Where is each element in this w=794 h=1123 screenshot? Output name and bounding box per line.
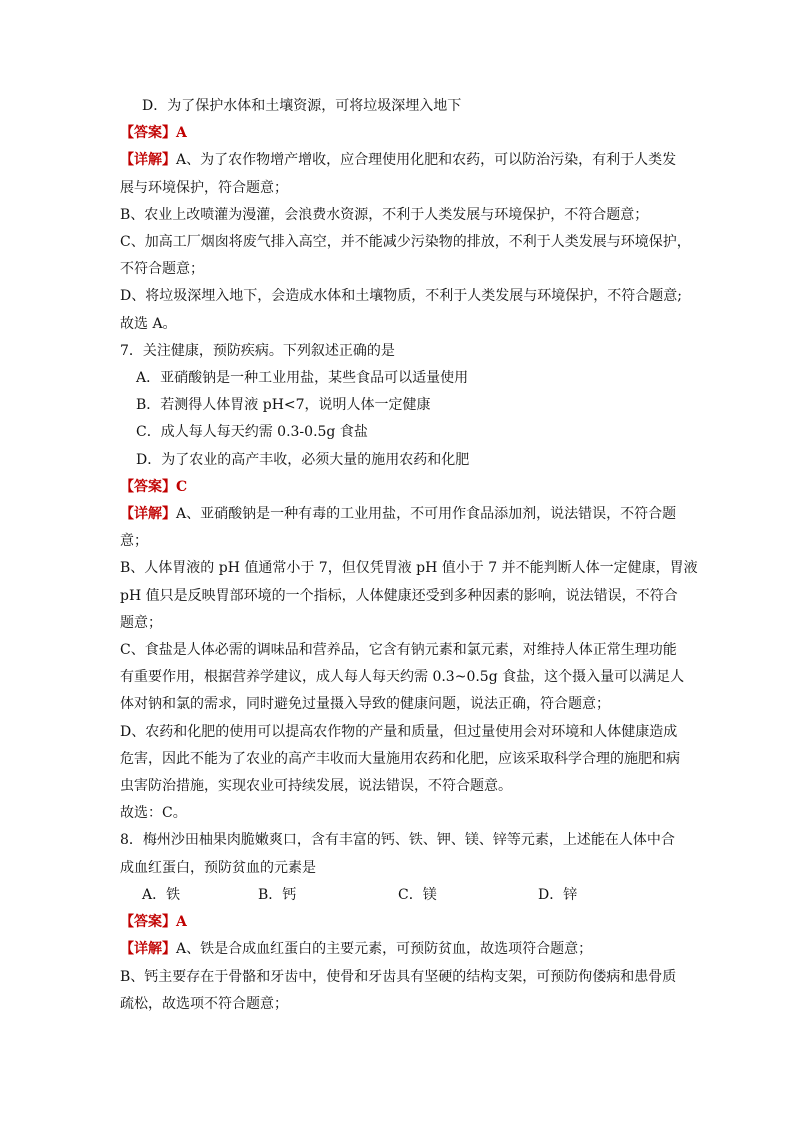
- q8-option-d: D．锌: [538, 886, 578, 903]
- answer-value: A: [176, 914, 187, 931]
- q7-option-a: A．亚硝酸钠是一种工业用盐，某些食品可以适量使用: [136, 370, 469, 387]
- q6-detail-c-line1: C、加高工厂烟囱将废气排入高空，并不能减少污染物的排放，不利于人类发展与环境保护，: [120, 234, 691, 251]
- q7-detail-c-line3: 体对钠和氯的需求，同时避免过量摄入导致的健康问题，说法正确，符合题意；: [120, 696, 610, 713]
- q6-option-d: D．为了保护水体和土壤资源，可将垃圾深埋入地下: [142, 98, 462, 114]
- detail-text: A、亚硝酸钠是一种有毒的工业用盐，不可用作食品添加剂，说法错误，不符合题: [176, 506, 677, 523]
- answer-value: A: [176, 125, 187, 142]
- q7-option-d: D．为了农业的高产丰收，必须大量的施用农药和化肥: [136, 451, 470, 468]
- answer-tag: 【答案】: [120, 914, 176, 931]
- detail-tag: 【详解】: [120, 152, 176, 169]
- detail-text: A、铁是合成血红蛋白的主要元素，可预防贫血，故选项符合题意；: [176, 941, 593, 958]
- answer-value: C: [176, 478, 188, 495]
- q6-detail-d: D、将垃圾深埋入地下，会造成水体和土壤物质，不利于人类发展与环境保护，不符合题意;: [120, 288, 682, 305]
- q8-option-b: B．钙: [258, 886, 297, 903]
- q7-detail-c-line1: C、食盐是人体必需的调味品和营养品，它含有钠元素和氯元素，对维持人体正常生理功能: [120, 642, 677, 659]
- answer-tag: 【答案】: [120, 478, 176, 495]
- document-page: [120, 93, 698, 1018]
- q8-options: [120, 882, 680, 909]
- q7-conclusion: 故选：C。: [120, 805, 187, 822]
- q6-answer: [120, 120, 680, 147]
- q8-stem-line1: 8．梅州沙田柚果肉脆嫩爽口，含有丰富的钙、铁、钾、镁、锌等元素，上述能在人体中合: [120, 832, 675, 849]
- q7-detail-a-line1: [120, 501, 680, 528]
- q7-detail-d-line1: D、农药和化肥的使用可以提高农作物的产量和质量，但过量使用会对环境和人体健康造成: [120, 723, 678, 740]
- q6-conclusion: 故选 A。: [120, 315, 177, 332]
- q6-detail-b: B、农业上改喷灌为漫灌，会浪费水资源，不利于人类发展与环境保护，不符合题意；: [120, 206, 649, 223]
- q7-stem: 7．关注健康，预防疾病。下列叙述正确的是: [120, 342, 395, 359]
- q7-detail-a-line2: 意；: [120, 533, 148, 550]
- q6-detail-a-line2: 展与环境保护，符合题意；: [120, 179, 288, 196]
- q8-detail-b-line2: 疏松，故选项不符合题意；: [120, 995, 288, 1012]
- q6-detail-c-line2: 不符合题意；: [120, 261, 204, 278]
- q7-detail-d-line2: 危害，因此不能为了农业的高产丰收而大量施用农药和化肥，应该采取科学合理的施肥和病: [120, 750, 680, 767]
- q7-detail-b-line1: B、人体胃液的 pH 值通常小于 7，但仅凭胃液 pH 值小于 7 并不能判断人体一定健康，胃液: [120, 560, 698, 577]
- q7-detail-b-line3: 题意；: [120, 614, 162, 631]
- q7-detail-d-line3: 虫害防治措施，实现农业可持续发展，说法错误，不符合题意。: [120, 778, 512, 795]
- detail-tag: 【详解】: [120, 941, 176, 958]
- q8-stem-line2: 成血红蛋白，预防贫血的元素是: [120, 859, 316, 876]
- detail-text: A、为了农作物增产增收，应合理使用化肥和农药，可以防治污染，有利于人类发: [176, 152, 677, 169]
- q8-detail-a: [120, 936, 680, 963]
- q7-option-b: B．若测得人体胃液 pH<7，说明人体一定健康: [136, 397, 431, 414]
- q7-option-c: C．成人每人每天约需 0.3-0.5g 食盐: [136, 424, 368, 441]
- detail-tag: 【详解】: [120, 506, 176, 523]
- q8-option-c: C．镁: [398, 886, 437, 903]
- q7-detail-b-line2: pH 值只是反映胃部环境的一个指标，人体健康还受到多种因素的影响，说法错误，不符合: [120, 587, 678, 604]
- answer-tag: 【答案】: [120, 125, 176, 142]
- q6-detail-a-line1: [120, 147, 680, 174]
- q7-detail-c-line2: 有重要作用，根据营养学建议，成人每人每天约需 0.3~0.5g 食盐，这个摄入量可以满足人: [120, 669, 685, 686]
- q7-answer: [120, 474, 680, 501]
- q8-answer: [120, 909, 680, 936]
- q8-detail-b-line1: B、钙主要存在于骨骼和牙齿中，使骨和牙齿具有坚硬的结构支架，可预防佝偻病和患骨质: [120, 968, 677, 985]
- q8-option-a: A．铁: [142, 886, 181, 903]
